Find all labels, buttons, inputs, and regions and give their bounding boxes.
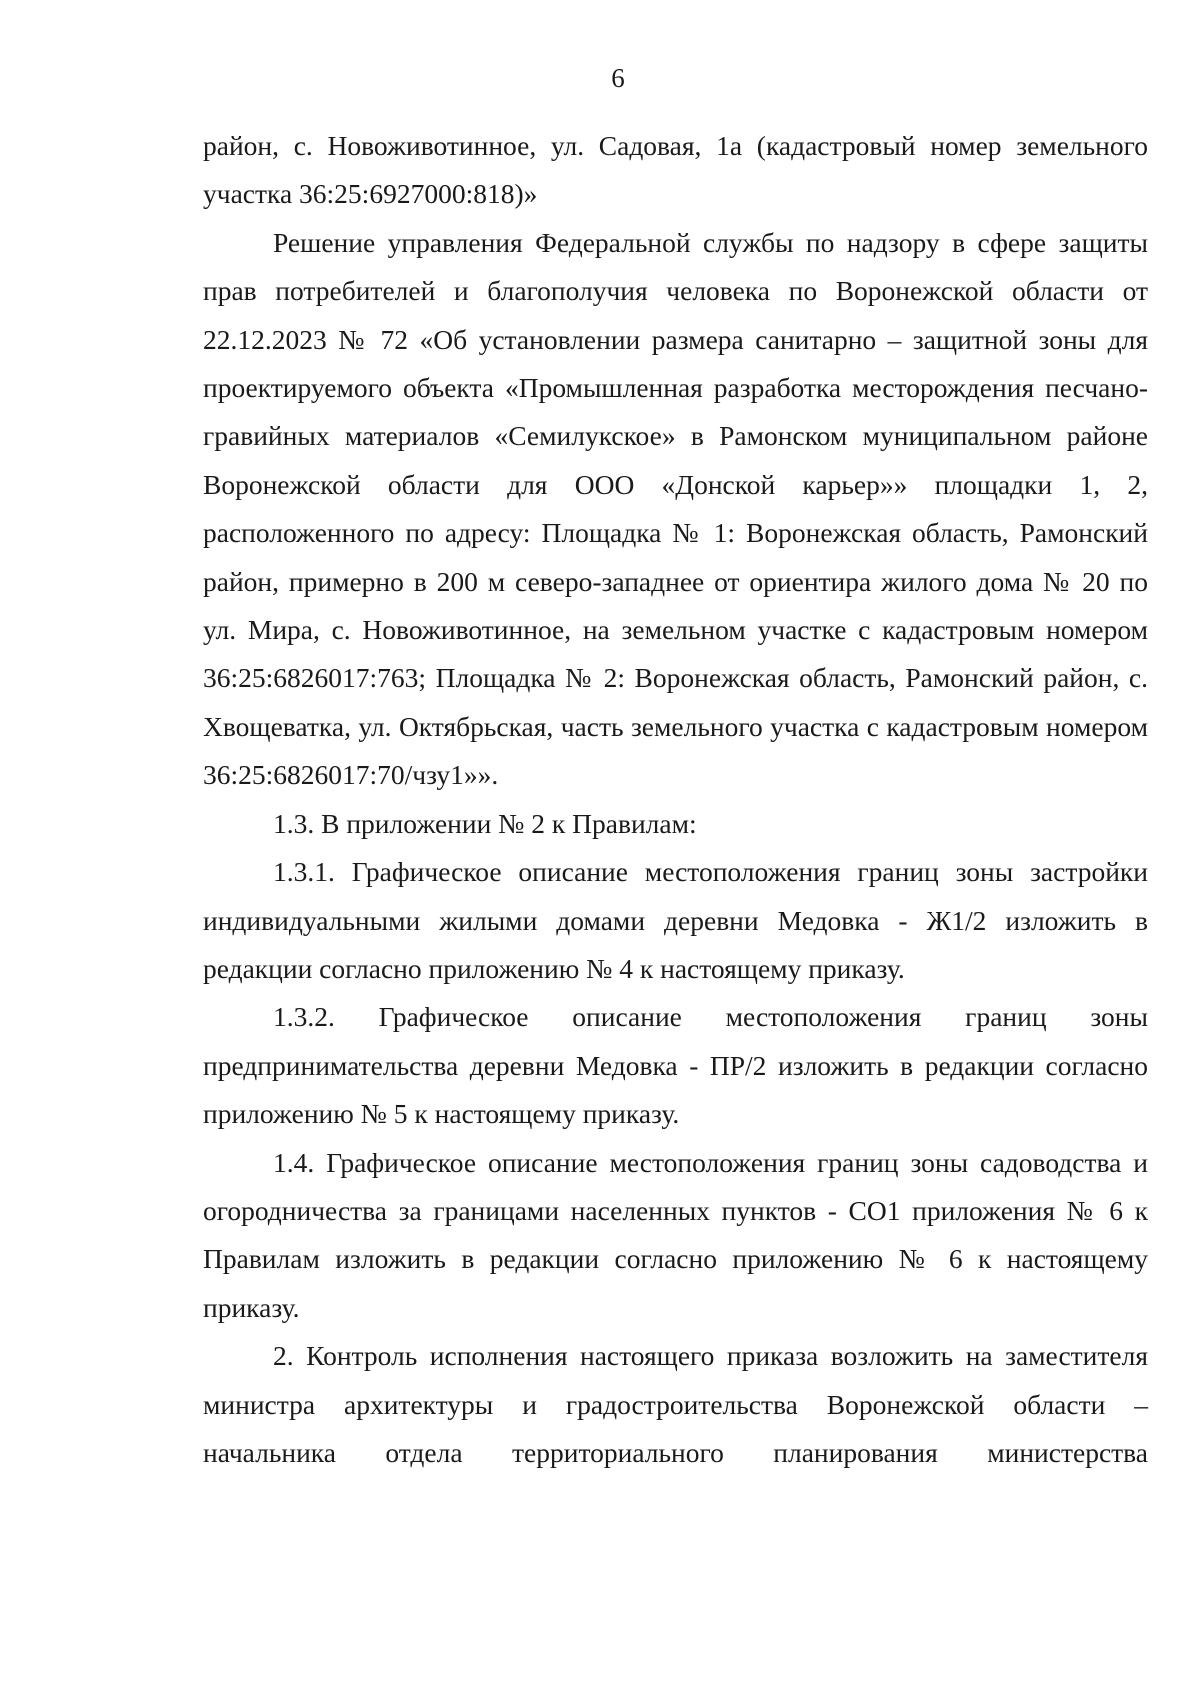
page-number: 6 xyxy=(611,63,625,93)
paragraph-1-3: 1.3. В приложении № 2 к Правилам: xyxy=(273,807,697,839)
paragraph-2: 2. Контроль исполнения настоящего приказа возложить на заместителя министра архитектуры и градостроительства Воронежской области – начальника отдела территориального планирования министерства xyxy=(203,1340,1148,1468)
document-body xyxy=(203,122,1148,1477)
paragraph-sanitary-zone-decision: Решение управления Федеральной службы по надзору в сфере защиты прав потребителей и благополучия человека по Воронежской области от 22.12.2023 № 72 «Об установлении размера санитарно – защитной зоны для проектируемого объекта «Промышленная разработка месторождения песчано-гравийных материалов «Семилукское» в Рамонском муниципальном районе Воронежской области для ООО «Донской карьер»» площадки 1, 2, расположенного по адресу: Площадка № 1: Воронежская область, Рамонский район, примерно в 200 м северо-западнее от ориентира жилого дома № 20 по ул. Мира, с. Новоживотинное, на земельном участке с кадастровым номером 36:25:6826017:763; Площадка № 2: Воронежская область, Рамонский район, с. Хвощеватка, ул. Октябрьская, часть земельного участка с кадастровым номером 36:25:6826017:70/чзу1»». xyxy=(203,226,1148,791)
paragraph-1-3-1: 1.3.1. Графическое описание местоположения границ зоны застройки индивидуальными жилыми домами деревни Медовка - Ж1/2 изложить в редакции согласно приложению № 4 к настоящему приказу. xyxy=(203,856,1148,984)
paragraph-continuation: район, с. Новоживотинное, ул. Садовая, 1а (кадастровый номер земельного участка 36:25:6927000:818)» xyxy=(203,130,1148,210)
paragraph-1-4: 1.4. Графическое описание местоположения границ зоны садоводства и огородничества за границами населенных пунктов - СО1 приложения № 6 к Правилам изложить в редакции согласно приложению № 6 к настоящему приказу. xyxy=(203,1146,1148,1323)
paragraph-1-3-2: 1.3.2. Графическое описание местоположения границ зоны предпринимательства деревни Медовка - ПР/2 изложить в редакции согласно приложению № 5 к настоящему приказу. xyxy=(203,1001,1148,1130)
